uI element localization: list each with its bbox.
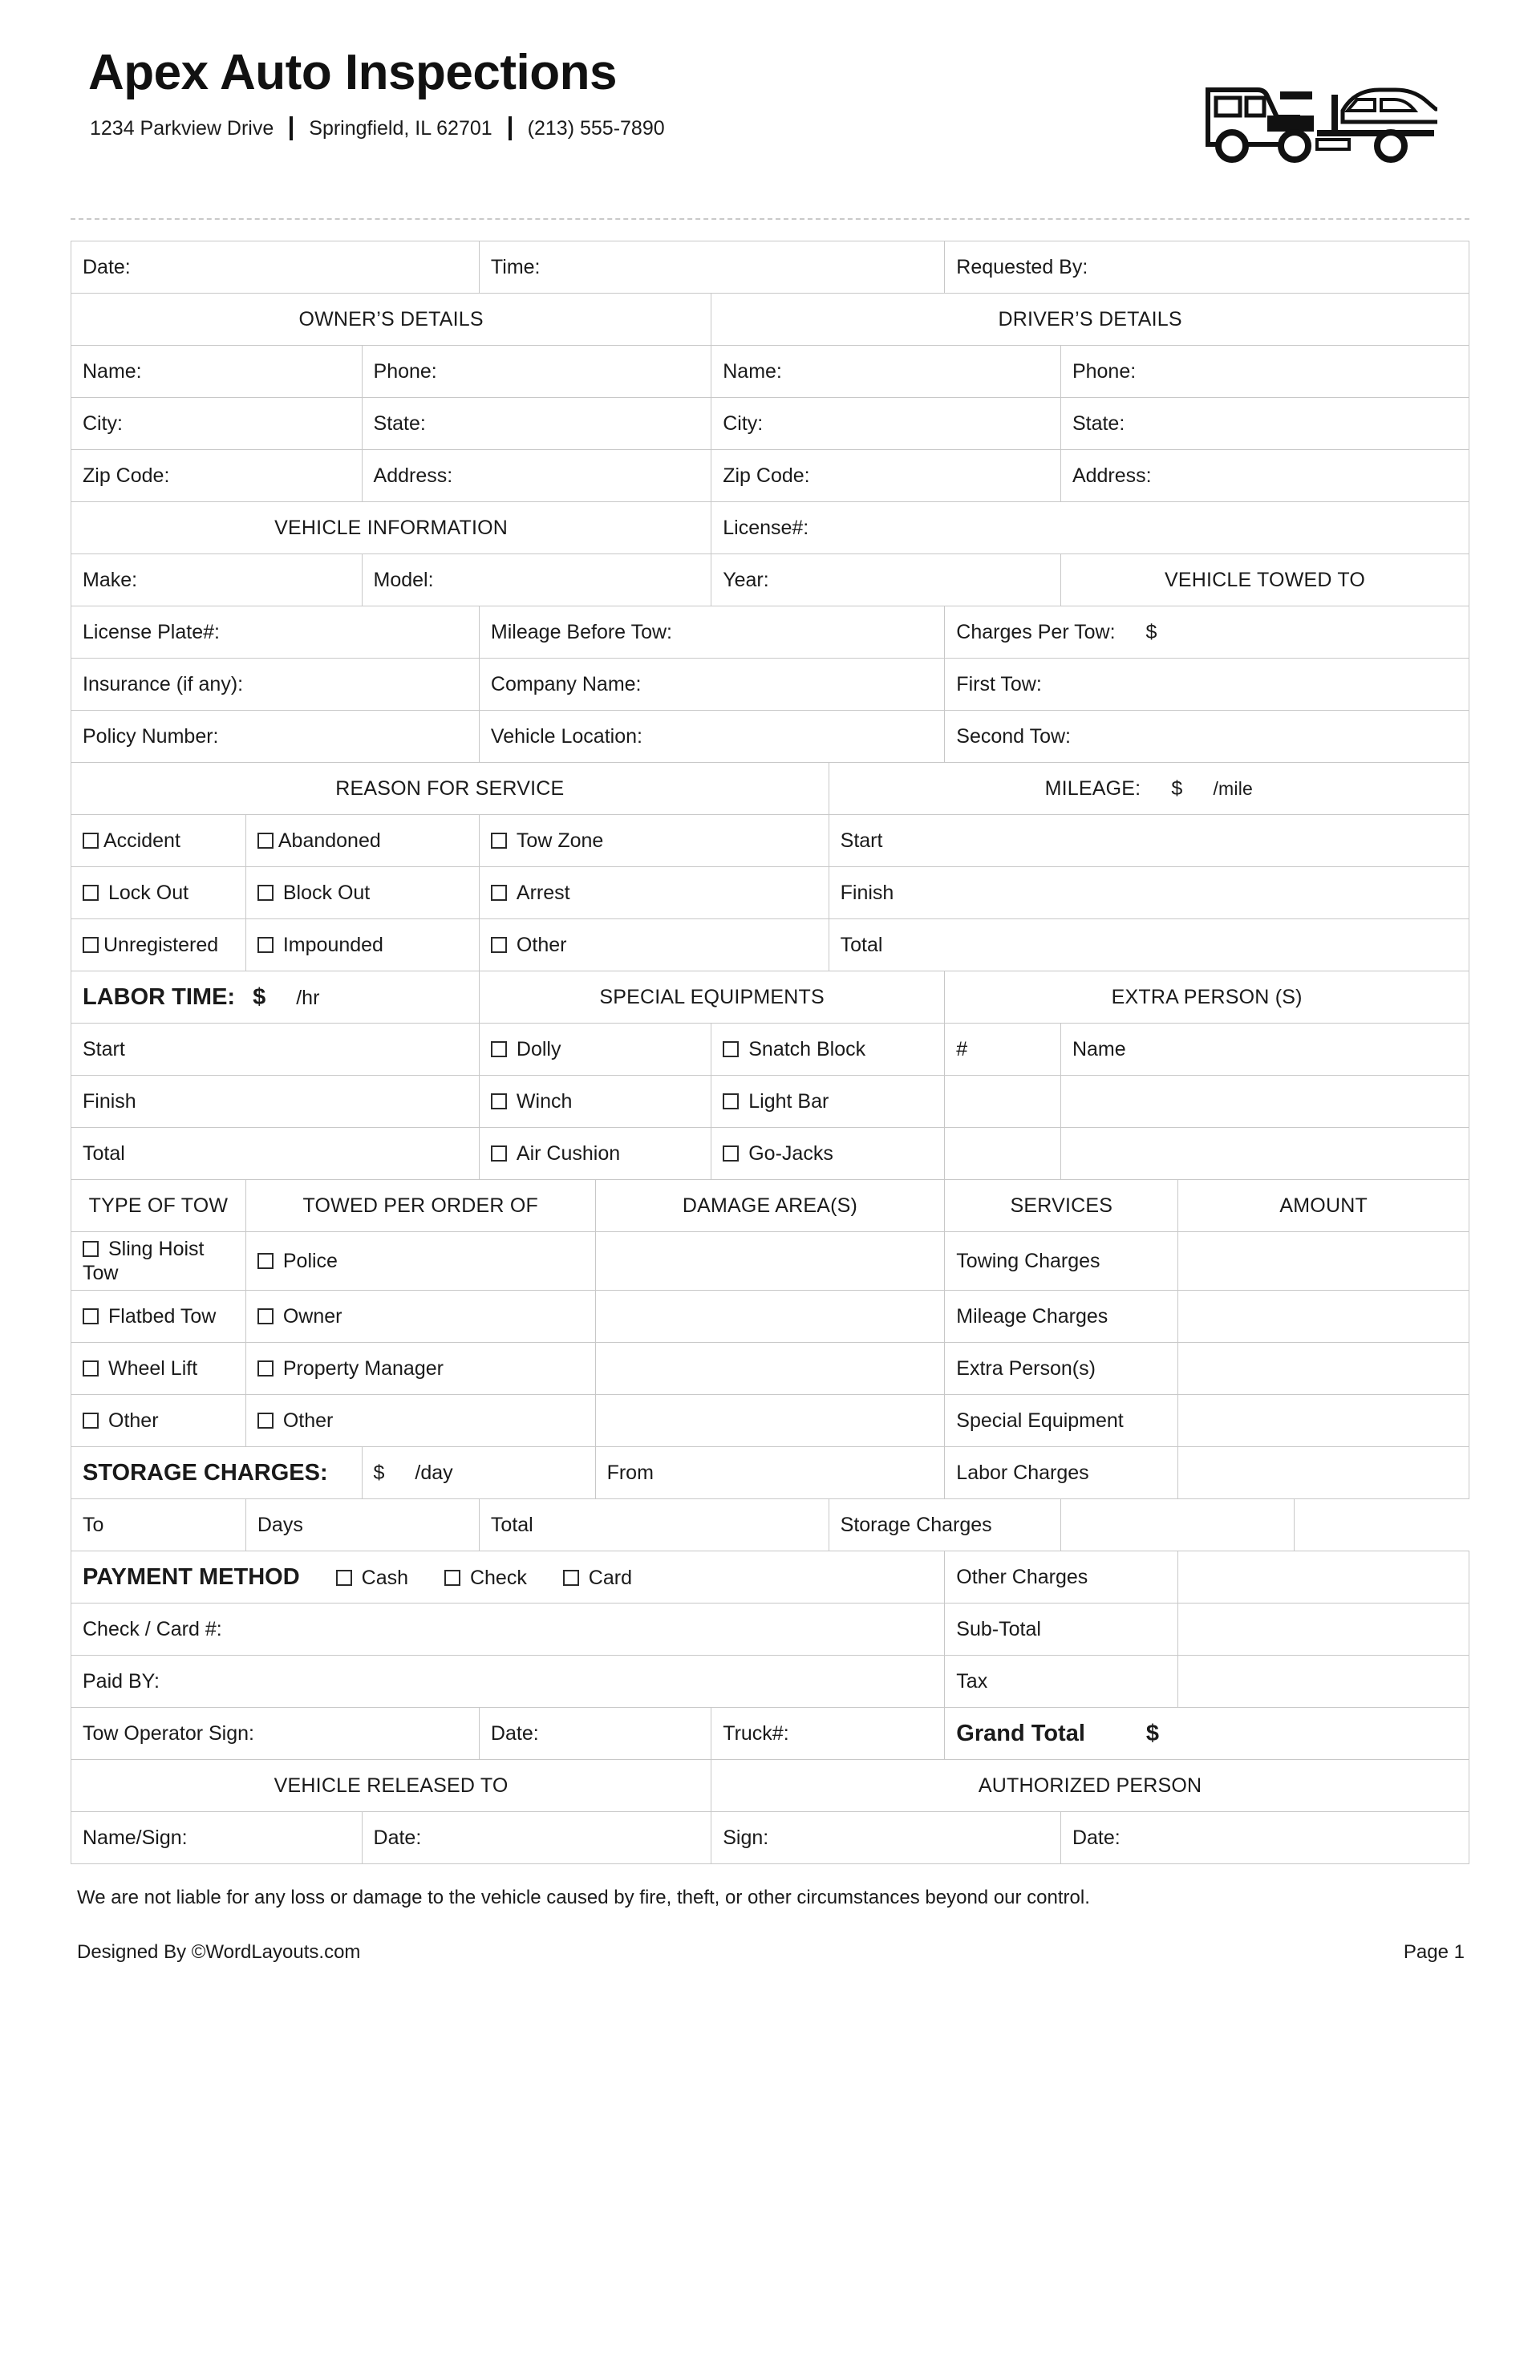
checkbox-dolly[interactable] (479, 1024, 711, 1076)
field-extra-person-name-2[interactable] (1060, 1076, 1469, 1128)
amount-labor-charges[interactable] (1178, 1447, 1469, 1499)
address-street: 1234 Parkview Drive (90, 116, 274, 140)
tow-truck-icon (1197, 63, 1437, 167)
field-owner-address[interactable]: Address: (362, 450, 711, 502)
field-extra-person-number: # (945, 1024, 1061, 1076)
table-row (71, 867, 1469, 919)
page-title: Apex Auto Inspections (88, 45, 617, 100)
checkbox-icon[interactable] (83, 1360, 99, 1377)
checkbox-label: Tow Zone (516, 829, 604, 852)
section-reason-for-service: REASON FOR SERVICE (71, 763, 829, 815)
checkbox-icon[interactable] (491, 937, 507, 953)
field-damage-area-2[interactable] (595, 1291, 945, 1343)
section-type-of-tow: TYPE OF TOW (71, 1180, 246, 1232)
table-row (71, 763, 1469, 815)
checkbox-icon[interactable] (257, 937, 274, 953)
checkbox-icon[interactable] (444, 1570, 460, 1586)
grand-total-label: Grand Total (956, 1720, 1085, 1746)
field-released-name-sign[interactable]: Name/Sign: (71, 1812, 363, 1864)
field-owner-zip[interactable]: Zip Code: (71, 450, 363, 502)
field-owner-state[interactable]: State: (362, 398, 711, 450)
field-mileage-finish[interactable]: Finish (829, 867, 1469, 919)
currency-symbol: $ (1145, 621, 1157, 643)
section-payment-method (71, 1551, 945, 1604)
checkbox-unregistered[interactable] (71, 919, 246, 971)
checkbox-wheel-lift[interactable] (71, 1343, 246, 1395)
field-requested-by[interactable]: Requested By: (945, 241, 1469, 294)
field-labor-start[interactable]: Start (71, 1024, 480, 1076)
amount-storage-charges[interactable] (1060, 1499, 1294, 1551)
checkbox-label: Winch (516, 1090, 573, 1113)
checkbox-icon[interactable] (257, 1413, 274, 1429)
currency-symbol: $ (1171, 777, 1183, 800)
currency-symbol: $ (253, 983, 266, 1010)
table-row (71, 502, 1469, 554)
checkbox-label: Snatch Block (748, 1038, 866, 1060)
field-extra-person-name[interactable]: Name (1060, 1024, 1469, 1076)
field-first-tow[interactable]: First Tow: (945, 659, 1469, 711)
checkbox-icon[interactable] (723, 1093, 739, 1109)
table-row (71, 606, 1469, 659)
section-owner-details: OWNER’S DETAILS (71, 294, 711, 346)
service-towing-charges: Towing Charges (945, 1232, 1178, 1291)
checkbox-icon[interactable] (83, 937, 99, 953)
page-number: Page 1 (1403, 1941, 1465, 1963)
charges-per-tow-label: Charges Per Tow: (956, 621, 1116, 643)
checkbox-police[interactable] (245, 1232, 595, 1291)
service-special-equipment: Special Equipment (945, 1395, 1178, 1447)
checkbox-sling-hoist-tow[interactable] (71, 1232, 246, 1291)
disclaimer-text: We are not liable for any loss or damage to the vehicle caused by fire, theft, or other circumstances beyond our control. (77, 1887, 1090, 1908)
table-row (71, 919, 1469, 971)
table-row (71, 398, 1469, 450)
checkbox-accident[interactable] (71, 815, 246, 867)
field-driver-zip[interactable]: Zip Code: (711, 450, 1061, 502)
field-storage-total: Total (479, 1499, 829, 1551)
designed-by-label: Designed By ©WordLayouts.com (77, 1941, 361, 1963)
checkbox-label: Dolly (516, 1038, 561, 1060)
checkbox-icon[interactable] (257, 1308, 274, 1324)
service-extra-persons: Extra Person(s) (945, 1343, 1178, 1395)
payment-method-label: PAYMENT METHOD (83, 1563, 300, 1590)
checkbox-label: Block Out (282, 882, 371, 904)
checkbox-icon[interactable] (491, 885, 507, 901)
tow-service-form (71, 241, 1469, 1864)
checkbox-icon[interactable] (336, 1570, 352, 1586)
checkbox-air-cushion[interactable] (479, 1128, 711, 1180)
section-amount: AMOUNT (1178, 1180, 1469, 1232)
service-storage-charges: Storage Charges (829, 1499, 1060, 1551)
table-row (71, 1760, 1469, 1812)
field-labor-finish[interactable]: Finish (71, 1076, 480, 1128)
checkbox-label: Check (469, 1566, 527, 1589)
field-damage-area-4[interactable] (595, 1395, 945, 1447)
checkbox-property-manager[interactable] (245, 1343, 595, 1395)
field-license-number[interactable]: License#: (711, 502, 1469, 554)
checkbox-card[interactable] (563, 1567, 632, 1589)
field-driver-state[interactable]: State: (1060, 398, 1469, 450)
field-labor-total: Total (71, 1128, 480, 1180)
field-owner-name[interactable]: Name: (71, 346, 363, 398)
service-other-charges: Other Charges (945, 1551, 1178, 1604)
table-row (71, 1076, 1469, 1128)
table-row (71, 241, 1469, 294)
field-truck-number[interactable]: Truck#: (711, 1708, 945, 1760)
checkbox-icon[interactable] (257, 833, 274, 849)
address-phone: (213) 555-7890 (527, 116, 665, 140)
checkbox-label: Accident (103, 829, 180, 852)
checkbox-arrest[interactable] (479, 867, 829, 919)
checkbox-icon[interactable] (257, 1360, 274, 1377)
table-row (71, 1343, 1469, 1395)
service-labor-charges: Labor Charges (945, 1447, 1178, 1499)
checkbox-icon[interactable] (491, 1041, 507, 1057)
address-city: Springfield, IL 62701 (309, 116, 492, 140)
section-authorized-person: AUTHORIZED PERSON (711, 1760, 1469, 1812)
checkbox-label: Unregistered (103, 934, 219, 956)
field-tow-operator-sign[interactable]: Tow Operator Sign: (71, 1708, 480, 1760)
section-special-equipments: SPECIAL EQUIPMENTS (479, 971, 944, 1024)
storage-charges-label: STORAGE CHARGES: (83, 1459, 328, 1486)
field-authorized-date[interactable]: Date: (1060, 1812, 1469, 1864)
field-storage-from[interactable]: From (595, 1447, 945, 1499)
table-row (71, 1128, 1469, 1180)
field-mileage-start[interactable]: Start (829, 815, 1469, 867)
section-damage-areas: DAMAGE AREA(S) (595, 1180, 945, 1232)
table-row (71, 971, 1469, 1024)
checkbox-label: Owner (282, 1305, 342, 1328)
table-row (71, 1656, 1469, 1708)
field-company-name[interactable]: Company Name: (479, 659, 944, 711)
checkbox-label: Card (588, 1566, 632, 1589)
table-row (71, 346, 1469, 398)
checkbox-icon[interactable] (723, 1041, 739, 1057)
labor-time-label: LABOR TIME: (83, 983, 236, 1010)
field-year[interactable]: Year: (711, 554, 1061, 606)
section-mileage (829, 763, 1469, 815)
checkbox-label: Police (282, 1250, 338, 1272)
checkbox-light-bar[interactable] (711, 1076, 945, 1128)
label-grand-total (945, 1708, 1469, 1760)
field-damage-area-1[interactable] (595, 1232, 945, 1291)
field-driver-address[interactable]: Address: (1060, 450, 1469, 502)
field-vehicle-location[interactable]: Vehicle Location: (479, 711, 944, 763)
section-driver-details: DRIVER’S DETAILS (711, 294, 1469, 346)
checkbox-label: Cash (361, 1566, 409, 1589)
table-row (71, 1447, 1469, 1499)
checkbox-label: Other (282, 1409, 334, 1432)
separator (290, 116, 293, 140)
checkbox-abandoned[interactable] (245, 815, 479, 867)
field-charges-per-tow[interactable] (945, 606, 1469, 659)
field-extra-person-number-2[interactable] (945, 1076, 1061, 1128)
field-authorized-sign[interactable]: Sign: (711, 1812, 1061, 1864)
checkbox-label: Impounded (282, 934, 383, 956)
checkbox-label: Property Manager (282, 1357, 444, 1380)
checkbox-owner[interactable] (245, 1291, 595, 1343)
checkbox-icon[interactable] (83, 1413, 99, 1429)
checkbox-cash[interactable] (336, 1567, 408, 1589)
section-towed-per-order-of: TOWED PER ORDER OF (245, 1180, 595, 1232)
field-paid-by[interactable]: Paid BY: (71, 1656, 945, 1708)
checkbox-icon[interactable] (491, 1093, 507, 1109)
table-row (71, 711, 1469, 763)
amount-towing-charges[interactable] (1178, 1232, 1469, 1291)
field-driver-name[interactable]: Name: (711, 346, 1061, 398)
table-row (71, 1604, 1469, 1656)
field-storage-rate[interactable] (362, 1447, 595, 1499)
checkbox-go-jacks[interactable] (711, 1128, 945, 1180)
checkbox-icon[interactable] (83, 885, 99, 901)
currency-symbol: $ (373, 1462, 385, 1484)
checkbox-icon[interactable] (83, 833, 99, 849)
service-mileage-charges: Mileage Charges (945, 1291, 1178, 1343)
table-row (71, 1499, 1469, 1551)
amount-special-equipment[interactable] (1178, 1395, 1469, 1447)
table-row (71, 1232, 1469, 1291)
section-extra-persons: EXTRA PERSON (S) (945, 971, 1469, 1024)
checkbox-flatbed-tow[interactable] (71, 1291, 246, 1343)
amount-sub-total[interactable] (1178, 1604, 1469, 1656)
header-divider (71, 218, 1469, 220)
field-check-card-number[interactable]: Check / Card #: (71, 1604, 945, 1656)
section-labor-time (71, 971, 480, 1024)
field-policy-number[interactable]: Policy Number: (71, 711, 480, 763)
section-vehicle-towed-to: VEHICLE TOWED TO (1060, 554, 1469, 606)
checkbox-icon[interactable] (83, 1308, 99, 1324)
checkbox-winch[interactable] (479, 1076, 711, 1128)
field-storage-days[interactable]: Days (245, 1499, 479, 1551)
field-license-plate[interactable]: License Plate#: (71, 606, 480, 659)
section-services: SERVICES (945, 1180, 1178, 1232)
checkbox-other-order-by[interactable] (245, 1395, 595, 1447)
field-released-date[interactable]: Date: (362, 1812, 711, 1864)
checkbox-icon[interactable] (563, 1570, 579, 1586)
checkbox-label: Air Cushion (516, 1142, 621, 1165)
field-tow-operator-date[interactable]: Date: (479, 1708, 711, 1760)
checkbox-tow-zone[interactable] (479, 815, 829, 867)
field-mileage-before-tow[interactable]: Mileage Before Tow: (479, 606, 944, 659)
field-make[interactable]: Make: (71, 554, 363, 606)
checkbox-icon[interactable] (723, 1145, 739, 1162)
table-row (71, 1024, 1469, 1076)
section-vehicle-released-to: VEHICLE RELEASED TO (71, 1760, 711, 1812)
label-sub-total: Sub-Total (945, 1604, 1178, 1656)
table-row (71, 1708, 1469, 1760)
field-damage-area-3[interactable] (595, 1343, 945, 1395)
table-row (71, 450, 1469, 502)
checkbox-label: Other (516, 934, 567, 956)
checkbox-icon[interactable] (83, 1241, 99, 1257)
mileage-unit: /mile (1213, 778, 1253, 799)
table-row (71, 1812, 1469, 1864)
table-row (71, 554, 1469, 606)
checkbox-label: Abandoned (278, 829, 381, 852)
field-storage-to[interactable]: To (71, 1499, 246, 1551)
table-row (71, 815, 1469, 867)
document-footer (77, 1941, 1465, 1964)
table-row (71, 1551, 1469, 1604)
checkbox-label: Wheel Lift (108, 1357, 198, 1380)
field-insurance[interactable]: Insurance (if any): (71, 659, 480, 711)
checkbox-snatch-block[interactable] (711, 1024, 945, 1076)
mileage-label: MILEAGE: (1044, 777, 1141, 800)
table-row (71, 294, 1469, 346)
checkbox-icon[interactable] (257, 885, 274, 901)
storage-unit: /day (415, 1462, 453, 1484)
checkbox-label: Arrest (516, 882, 570, 904)
amount-mileage-charges[interactable] (1178, 1291, 1469, 1343)
section-storage-charges (71, 1447, 363, 1499)
field-model[interactable]: Model: (362, 554, 711, 606)
field-extra-person-number-3[interactable] (945, 1128, 1061, 1180)
field-mileage-total: Total (829, 919, 1469, 971)
table-row (71, 1180, 1469, 1232)
field-owner-city[interactable]: City: (71, 398, 363, 450)
label-tax: Tax (945, 1656, 1178, 1708)
field-date[interactable]: Date: (71, 241, 480, 294)
field-extra-person-name-3[interactable] (1060, 1128, 1469, 1180)
checkbox-icon[interactable] (257, 1253, 274, 1269)
field-driver-city[interactable]: City: (711, 398, 1061, 450)
checkbox-impounded[interactable] (245, 919, 479, 971)
table-row (71, 659, 1469, 711)
checkbox-label: Other (108, 1409, 159, 1432)
checkbox-label: Flatbed Tow (108, 1305, 217, 1328)
checkbox-other-reason[interactable] (479, 919, 829, 971)
checkbox-label: Sling Hoist Tow (83, 1238, 205, 1284)
field-owner-phone[interactable]: Phone: (362, 346, 711, 398)
field-second-tow[interactable]: Second Tow: (945, 711, 1469, 763)
checkbox-label: Lock Out (108, 882, 189, 904)
checkbox-other-tow-type[interactable] (71, 1395, 246, 1447)
checkbox-icon[interactable] (491, 833, 507, 849)
field-time[interactable]: Time: (479, 241, 944, 294)
checkbox-lock-out[interactable] (71, 867, 246, 919)
currency-symbol: $ (1145, 1720, 1160, 1746)
checkbox-check[interactable] (444, 1567, 527, 1589)
document-header (71, 47, 1469, 207)
checkbox-label: Light Bar (748, 1090, 829, 1113)
amount-other-charges[interactable] (1178, 1551, 1469, 1604)
amount-extra-persons[interactable] (1178, 1343, 1469, 1395)
separator (509, 116, 512, 140)
table-row (71, 1291, 1469, 1343)
table-row (71, 1395, 1469, 1447)
field-driver-phone[interactable]: Phone: (1060, 346, 1469, 398)
section-vehicle-information: VEHICLE INFORMATION (71, 502, 711, 554)
checkbox-block-out[interactable] (245, 867, 479, 919)
checkbox-label: Go-Jacks (748, 1142, 833, 1165)
amount-tax[interactable] (1178, 1656, 1469, 1708)
checkbox-icon[interactable] (491, 1145, 507, 1162)
labor-unit: /hr (296, 986, 320, 1009)
